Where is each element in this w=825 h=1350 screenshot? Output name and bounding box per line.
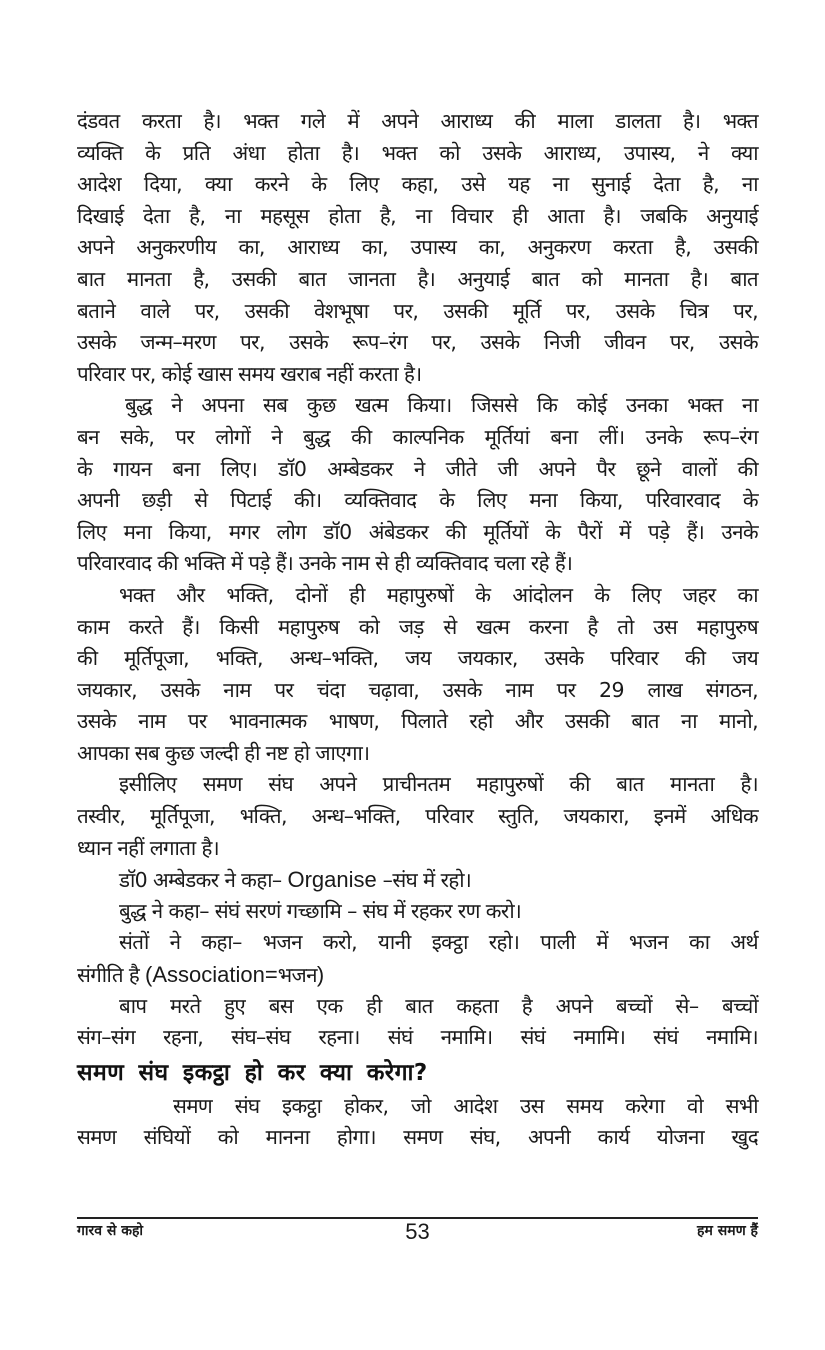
text-line: तस्वीर, मूर्तिपूजा, भक्ति, अन्ध–भक्ति, परिवार स्तुति, जयकारा, इनमें अधिक: [77, 804, 758, 829]
quote-ambedkar-prefix: डॉ0 अम्बेडकर ने कहा–: [119, 868, 288, 893]
text-line: जयकार, उसके नाम पर चंदा चढ़ावा, उसके नाम पर 29 लाख संगठन,: [77, 677, 758, 702]
quote-saints-hindi: भजन: [277, 963, 317, 988]
quote-saints-english: (Association=: [145, 962, 278, 988]
text-line: व्यक्ति के प्रति अंधा होता है। भक्त को उसके आराध्य, उपास्य, ने क्या: [77, 140, 758, 165]
text-line: बात मानता है, उसकी बात जानता है। अनुयाई बात को मानता है। बात: [77, 266, 758, 291]
text-line: आदेश दिया, क्या करने के लिए कहा, उसे यह ना सुनाई देता है, ना: [77, 172, 758, 197]
quote-ambedkar: [77, 864, 758, 896]
paragraph-father: [77, 991, 758, 1054]
text-line: लिए मना किया, मगर लोग डॉ0 अंबेडकर की मूर्तियों के पैरों में पड़े हैं। उनके: [77, 519, 758, 544]
text-line: अपने अनुकरणीय का, आराध्य का, उपास्य का, अनुकरण करता है, उसकी: [77, 235, 758, 260]
text-line: उसके जन्म–मरण पर, उसके रूप–रंग पर, उसके निजी जीवन पर, उसके: [77, 330, 758, 355]
text-line: काम करते हैं। किसी महापुरुष को जड़ से खत्म करना है तो उस महापुरुष: [77, 614, 758, 639]
paragraph-saman-sangh: [77, 769, 758, 864]
quote-ambedkar-english: Organise: [287, 867, 377, 893]
footer-tagline: हम समण हैं: [697, 1223, 758, 1239]
text-line: संग–संग रहना, संघ–संघ रहना। संघं नमामि। संघं नमामि। संघं नमामि।: [77, 1025, 758, 1050]
text-line: के गायन बना लिए। डॉ0 अम्बेडकर ने जीते जी अपने पैर छूने वालों की: [77, 456, 758, 481]
text-line: परिवार पर, कोई खास समय खराब नहीं करता है।: [77, 361, 422, 386]
quote-buddha: बुद्ध ने कहा– संघं सरणं गच्छामि – संघ में रहकर रण करो।: [119, 898, 522, 923]
quote-saints-prefix: संगीति है: [77, 963, 146, 988]
page-body: [77, 106, 758, 1154]
paragraph-buddha: [77, 390, 758, 580]
text-line: बन सके, पर लोगों ने बुद्ध की काल्पनिक मूर्तियां बना लीं। उनके रूप–रंग: [77, 424, 758, 449]
paragraph-final: [77, 1091, 758, 1154]
text-line: समण संघ इकट्ठा होकर, जो आदेश उस समय करेगा वो सभी: [173, 1093, 758, 1118]
text-line: अपनी छड़ी से पिटाई की। व्यक्तिवाद के लिए मना किया, परिवारवाद के: [77, 488, 758, 513]
text-line: बताने वाले पर, उसकी वेशभूषा पर, उसकी मूर्ति पर, उसके चित्र पर,: [77, 298, 758, 323]
text-line: संतों ने कहा– भजन करो, यानी इक्ट्ठा रहो। पाली में भजन का अर्थ: [119, 930, 758, 955]
quote-saints-close: ): [316, 962, 325, 988]
paragraph-devotee-vs-follower: [77, 106, 758, 390]
quote-ambedkar-suffix: –संघ में रहो।: [376, 868, 472, 893]
page-footer: [77, 1219, 758, 1249]
text-line: [77, 959, 758, 991]
text-line: उसके नाम पर भावनात्मक भाषण, पिलाते रहो और उसकी बात ना मानो,: [77, 709, 758, 734]
text-line: बाप मरते हुए बस एक ही बात कहता है अपने बच्चों से– बच्चों: [119, 993, 758, 1018]
section-heading: समण संघ इकट्ठा हो कर क्या करेगा?: [77, 1059, 428, 1086]
text-line: दंडवत करता है। भक्त गले में अपने आराध्य की माला डालता है। भक्त: [77, 109, 758, 133]
page-number: 53: [405, 1219, 430, 1244]
text-line: दिखाई देता है, ना महसूस होता है, ना विचार ही आता है। जबकि अनुयाई: [77, 203, 758, 228]
text-line: बुद्ध ने अपना सब कुछ खत्म किया। जिससे कि कोई उनका भक्त ना: [125, 393, 758, 418]
text-line: की मूर्तिपूजा, भक्ति, अन्ध–भक्ति, जय जयकार, उसके परिवार की जय: [77, 646, 758, 671]
text-line: भक्त और भक्ति, दोनों ही महापुरुषों के आंदोलन के लिए जहर का: [119, 582, 758, 607]
footer-book-title: गारव से कहो: [77, 1223, 144, 1239]
text-line: आपका सब कुछ जल्दी ही नष्ट हो जाएगा।: [77, 740, 370, 765]
text-line: इसीलिए समण संघ अपने प्राचीनतम महापुरुषों की बात मानता है।: [119, 772, 758, 797]
paragraph-devotion-poison: [77, 580, 758, 770]
text-line: ध्यान नहीं लगाता है।: [77, 835, 220, 860]
text-line: परिवारवाद की भक्ति में पड़े हैं। उनके नाम से ही व्यक्तिवाद चला रहे हैं।: [77, 551, 573, 576]
text-line: समण संघियों को मानना होगा। समण संघ, अपनी कार्य योजना खुद: [77, 1125, 758, 1150]
quote-saints: [77, 927, 758, 990]
